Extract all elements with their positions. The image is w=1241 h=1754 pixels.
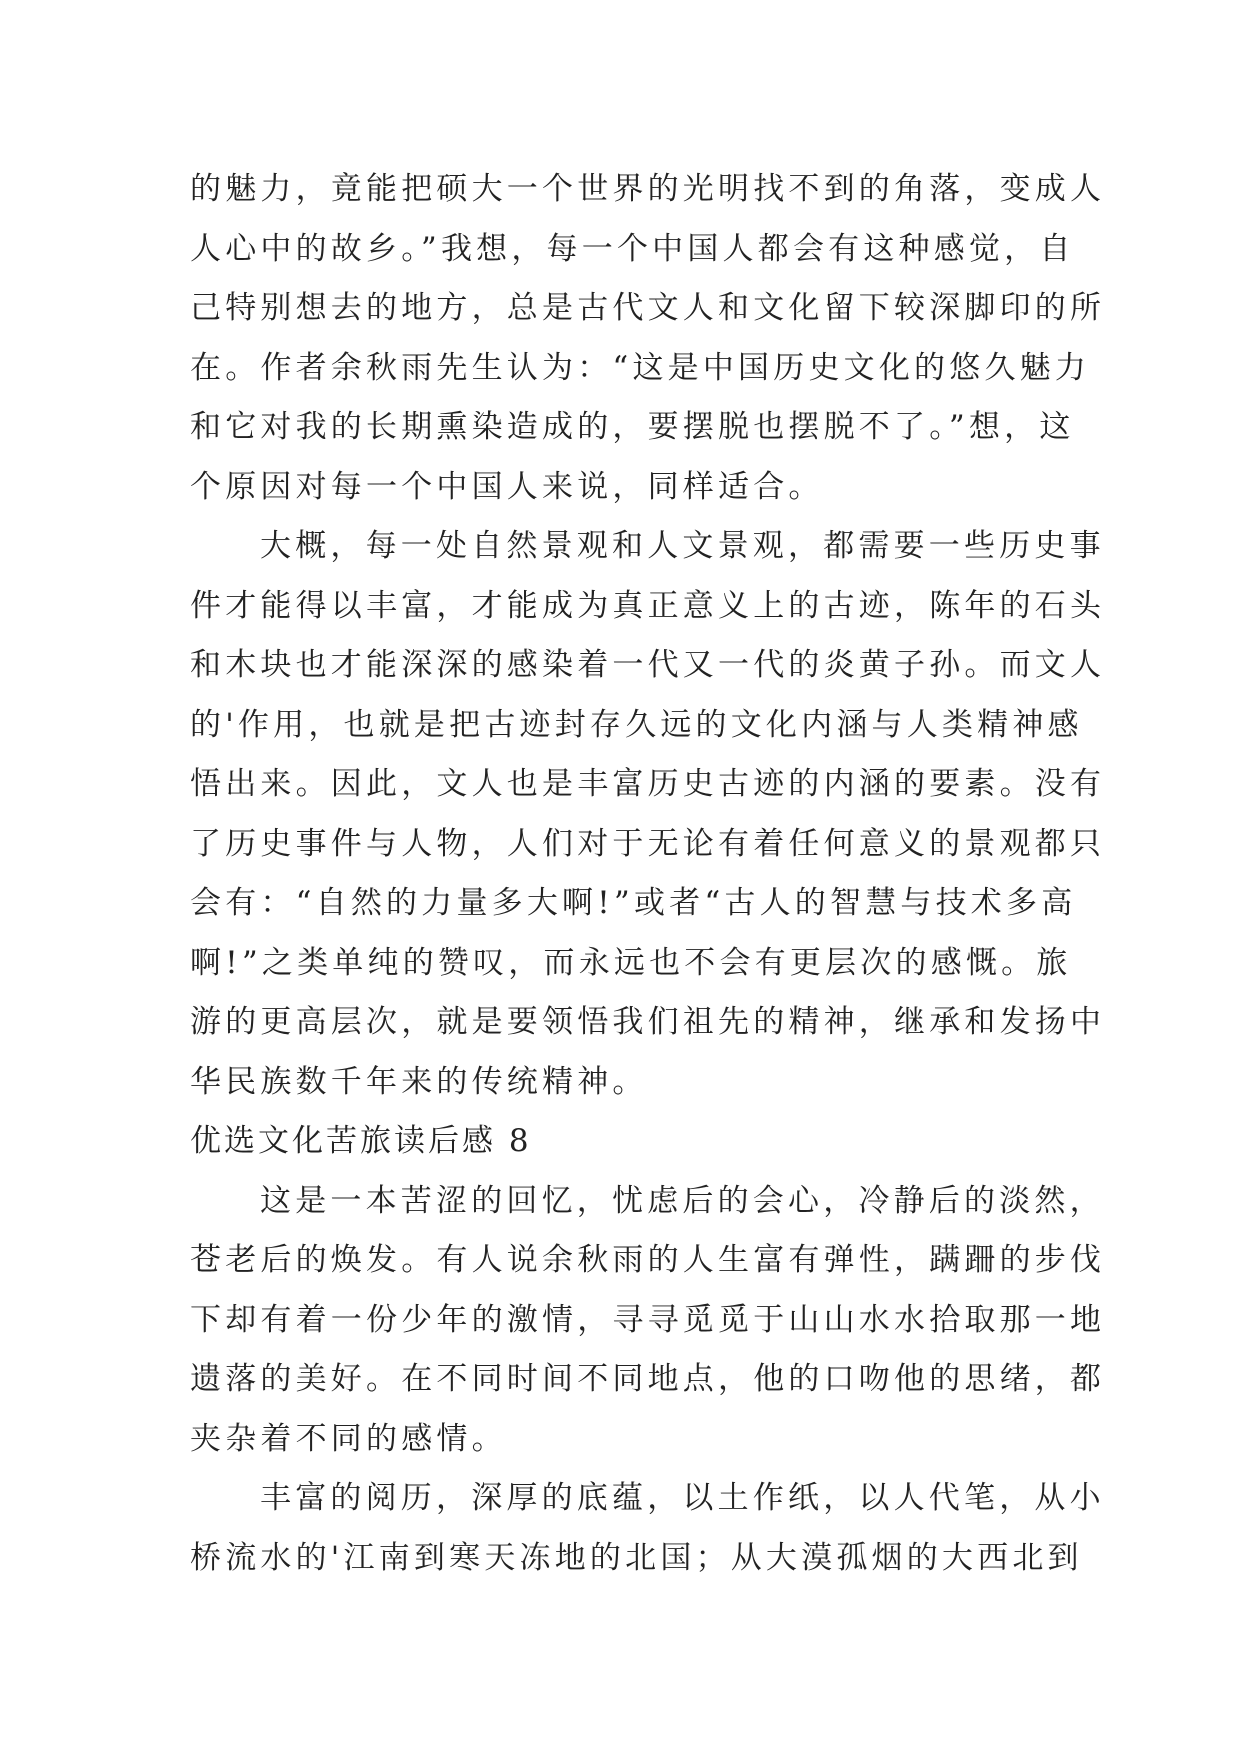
text-line: 己特别想去的地方，总是古代文人和文化留下较深脚印的所 xyxy=(190,290,1106,326)
paragraph-1 xyxy=(190,160,1106,517)
paragraph-2 xyxy=(190,517,1106,1112)
text-line: 夹杂着不同的感情。 xyxy=(190,1420,507,1457)
text-line: 在。作者余秋雨先生认为：“这是中国历史文化的悠久魅力 xyxy=(190,349,1091,386)
text-line: 桥流水的'江南到寒天冻地的北国；从大漠孤烟的大西北到 xyxy=(190,1539,1083,1576)
text-line: 大概，每一处自然景观和人文景观，都需要一些历史事 xyxy=(260,528,1105,564)
text-line: 悟出来。因此，文人也是丰富历史古迹的内涵的要素。没有 xyxy=(190,766,1106,802)
text-line: 丰富的阅历，深厚的底蕴，以土作纸，以人代笔，从小 xyxy=(260,1480,1105,1516)
text-line: 人心中的故乡。”我想，每一个中国人都会有这种感觉，自 xyxy=(190,230,1075,267)
text-line: 和它对我的长期熏染造成的，要摆脱也摆脱不了。”想，这 xyxy=(190,409,1075,445)
text-line: 了历史事件与人物，人们对于无论有着任何意义的景观都只 xyxy=(190,825,1106,862)
text-line: 遗落的美好。在不同时间不同地点，他的口吻他的思绪，都 xyxy=(190,1361,1106,1397)
document-body xyxy=(190,160,1106,1588)
text-line: 和木块也才能深深的感染着一代又一代的炎黄子孙。而文人 xyxy=(190,647,1106,683)
text-line: 会有：“自然的力量多大啊!”或者“古人的智慧与技术多高 xyxy=(190,885,1077,921)
text-line: 啊!”之类单纯的赞叹，而永远也不会有更层次的感慨。旅 xyxy=(190,944,1072,981)
text-line: 这是一本苦涩的回忆，忧虑后的会心，冷静后的淡然， xyxy=(260,1182,1105,1219)
text-line: 游的更高层次，就是要领悟我们祖先的精神，继承和发扬中 xyxy=(190,1004,1106,1040)
text-line: 华民族数千年来的传统精神。 xyxy=(190,1063,648,1100)
text-line: 件才能得以丰富，才能成为真正意义上的古迹，陈年的石头 xyxy=(190,587,1106,624)
text-line: 苍老后的焕发。有人说余秋雨的人生富有弹性，蹒跚的步伐 xyxy=(190,1242,1106,1278)
text-line: 个原因对每一个中国人来说，同样适合。 xyxy=(190,468,824,505)
text-line: 的魅力，竟能把硕大一个世界的光明找不到的角落，变成人 xyxy=(190,171,1106,207)
paragraph-3 xyxy=(190,1172,1106,1470)
text-line: 的'作用，也就是把古迹封存久远的文化内涵与人类精神感 xyxy=(190,706,1083,743)
paragraph-4 xyxy=(190,1469,1105,1588)
section-heading: 优选文化苦旅读后感 8 xyxy=(190,1123,532,1159)
text-line: 下却有着一份少年的激情，寻寻觅觅于山山水水拾取那一地 xyxy=(190,1301,1106,1338)
